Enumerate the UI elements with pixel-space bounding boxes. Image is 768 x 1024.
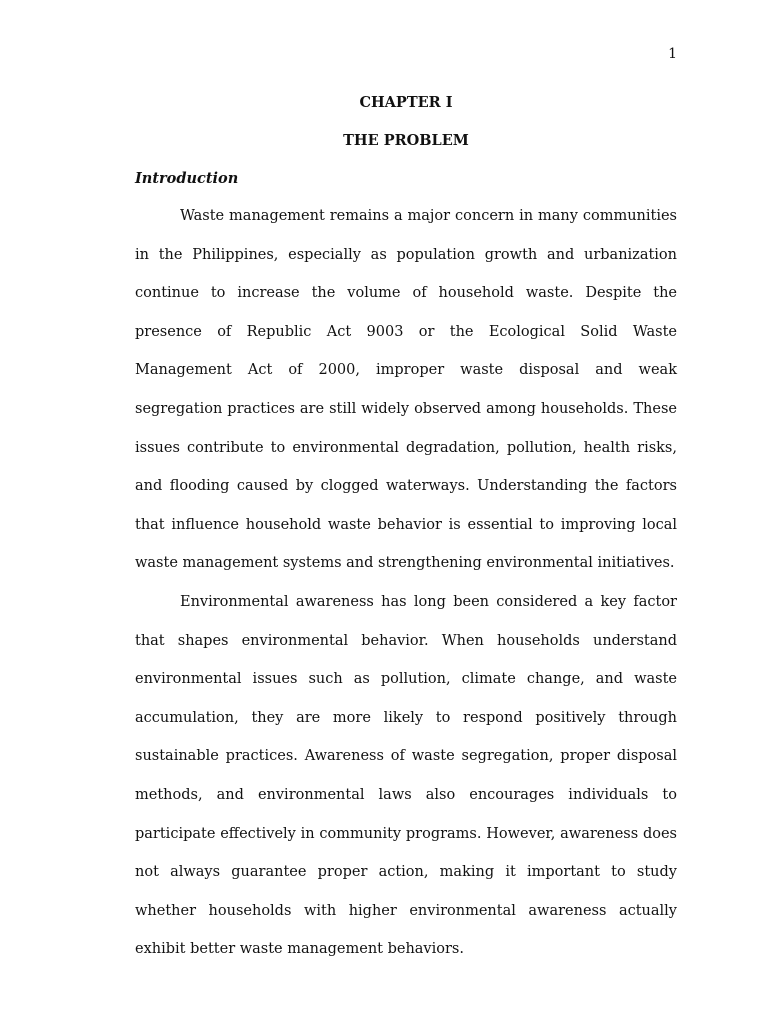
paragraph-2: Environmental awareness has long been considered a key factor that shapes environmental behavior. When households understand environmental issues such as pollution, climate change, and waste accumulation, they are more likely to respond positively through sustainable practices. Awareness of waste segregation, proper disposal methods, and environmental laws also encourages individuals to participate effectively in community programs. However, awareness does not always guarantee proper action, making it important to study whether households with higher environmental awareness actually exhibit better waste management behaviors. [135,593,677,958]
paragraph-1: Waste management remains a major concern in many communities in the Philippines, especially as population growth and urbanization continue to increase the volume of household waste. Despite the presence of Republic Act 9003 or the Ecological Solid Waste Management Act of 2000, improper waste disposal and weak segregation practices are still widely observed among households. These issues contribute to environmental degradation, pollution, health risks, and flooding caused by clogged waterways. Understanding the factors that influence household waste behavior is essential to improving local waste management systems and strengthening environmental initiatives. [135,208,677,572]
page-number: 1 [668,46,677,62]
document-body [135,91,677,969]
section-heading-introduction: Introduction [135,170,239,187]
chapter-title: THE PROBLEM [343,132,469,149]
chapter-heading: CHAPTER I [359,94,453,111]
